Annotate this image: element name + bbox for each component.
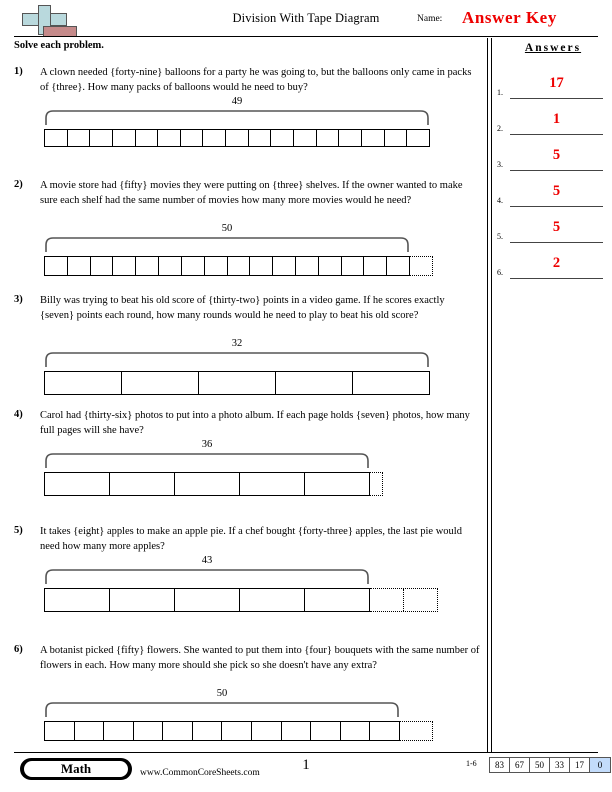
tape-cell[interactable] — [45, 130, 68, 146]
answer-number: 1. — [497, 88, 503, 97]
score-value: 67 — [510, 758, 530, 772]
tape-cell[interactable] — [91, 257, 114, 275]
problem-text: Billy was trying to beat his old score of {thirty-two} points in a video game. If he scores exactly {seven} points each round, how many rounds would he need to play to beat his old score? — [40, 295, 445, 321]
tape-cell[interactable] — [193, 722, 223, 740]
header-divider — [14, 36, 598, 37]
tape-cell[interactable] — [249, 130, 272, 146]
brace-icon — [44, 701, 400, 719]
brace-icon — [44, 568, 370, 586]
score-value: 33 — [550, 758, 570, 772]
answers-heading: Answers — [524, 42, 582, 54]
tape-cell[interactable] — [385, 130, 408, 146]
tape-cell[interactable] — [110, 589, 175, 611]
problem-number: 2) — [14, 179, 23, 190]
tape-cell[interactable] — [407, 130, 429, 146]
brace-icon — [44, 351, 430, 369]
tape-cell[interactable] — [181, 130, 204, 146]
answer-number: 6. — [497, 268, 503, 277]
tape-cell[interactable] — [305, 473, 369, 495]
tape-total-label: 50 — [221, 223, 233, 234]
answer-value: 5 — [552, 219, 561, 235]
tape-cell[interactable] — [122, 372, 199, 394]
tape-cell[interactable] — [158, 130, 181, 146]
score-range-label: 1-6 — [466, 759, 477, 768]
tape-cell[interactable] — [113, 130, 136, 146]
tape-cell[interactable] — [45, 473, 110, 495]
name-label: Name: — [417, 14, 443, 24]
problem-number: 5) — [14, 525, 23, 536]
problem-text: A botanist picked {fifty} flowers. She wanted to put them into {four} bouquets with the same number of flowers in each. How many more should she pick so she doesn't have any extra? — [40, 645, 480, 671]
tape-cell[interactable] — [136, 130, 159, 146]
tape-cell[interactable] — [45, 372, 122, 394]
tape-bar — [44, 588, 370, 612]
score-value: 50 — [530, 758, 550, 772]
score-value: 0 — [590, 758, 610, 772]
tape-remainder-cells — [370, 472, 383, 496]
tape-cell[interactable] — [370, 722, 399, 740]
tape-cell[interactable] — [104, 722, 134, 740]
answer-row — [497, 108, 605, 142]
answer-blank-line[interactable] — [510, 170, 603, 171]
tape-remainder-cell[interactable] — [370, 589, 404, 611]
tape-bar — [44, 371, 430, 395]
answer-value: 5 — [552, 147, 561, 163]
tape-cell[interactable] — [387, 257, 409, 275]
tape-cell[interactable] — [240, 473, 305, 495]
tape-cell[interactable] — [311, 722, 341, 740]
instructions: Solve each problem. — [14, 40, 104, 51]
tape-cell[interactable] — [203, 130, 226, 146]
tape-remainder-cell[interactable] — [400, 722, 432, 740]
tape-remainder-cell[interactable] — [370, 473, 382, 495]
tape-cell[interactable] — [75, 722, 105, 740]
problem-text: Carol had {thirty-six} photos to put into a photo album. If each page holds {seven} photos, how many full pages will she have? — [40, 410, 470, 436]
tape-remainder-cells — [410, 256, 433, 276]
tape-cell[interactable] — [159, 257, 182, 275]
problem-number: 4) — [14, 409, 23, 420]
tape-cell[interactable] — [250, 257, 273, 275]
tape-cell[interactable] — [282, 722, 312, 740]
problem-number: 6) — [14, 644, 23, 655]
answer-value: 5 — [552, 183, 561, 199]
tape-cell[interactable] — [68, 257, 91, 275]
answer-number: 3. — [497, 160, 503, 169]
answers-panel-divider-left — [487, 38, 488, 752]
tape-cell[interactable] — [90, 130, 113, 146]
tape-cell[interactable] — [362, 130, 385, 146]
tape-cell[interactable] — [276, 372, 353, 394]
tape-cell[interactable] — [273, 257, 296, 275]
tape-cell[interactable] — [296, 257, 319, 275]
tape-total-label: 49 — [231, 96, 243, 107]
tape-cell[interactable] — [110, 473, 175, 495]
answers-panel-divider-right — [491, 38, 492, 752]
tape-cell[interactable] — [226, 130, 249, 146]
tape-total-label: 50 — [216, 688, 228, 699]
answer-number: 4. — [497, 196, 503, 205]
answer-row — [497, 180, 605, 214]
tape-cell[interactable] — [364, 257, 387, 275]
tape-cell[interactable] — [45, 257, 68, 275]
tape-cell[interactable] — [222, 722, 252, 740]
tape-cell[interactable] — [45, 589, 110, 611]
tape-total-label: 36 — [201, 439, 213, 450]
answer-number: 5. — [497, 232, 503, 241]
tape-cell[interactable] — [339, 130, 362, 146]
tape-cell[interactable] — [45, 722, 75, 740]
tape-remainder-cells — [400, 721, 433, 741]
tape-bar — [44, 256, 410, 276]
tape-cell[interactable] — [68, 130, 91, 146]
tape-total-label: 32 — [231, 338, 243, 349]
tape-cell[interactable] — [182, 257, 205, 275]
tape-cell[interactable] — [113, 257, 136, 275]
tape-cell[interactable] — [205, 257, 228, 275]
tape-remainder-cell[interactable] — [404, 589, 437, 611]
problem-text: A movie store had {fifty} movies they were putting on {three} shelves. If the owner wanted to make sure each shelf had the same number of movies how many more movies would he need? — [40, 180, 463, 206]
tape-cell[interactable] — [342, 257, 365, 275]
tape-cell[interactable] — [319, 257, 342, 275]
score-value: 83 — [490, 758, 510, 772]
answer-blank-line[interactable] — [510, 278, 603, 279]
tape-cell[interactable] — [252, 722, 282, 740]
problem-text: It takes {eight} apples to make an apple pie. If a chef bought {forty-three} apples, the last pie would need how many more apples? — [40, 526, 462, 552]
tape-cell[interactable] — [199, 372, 276, 394]
tape-cell[interactable] — [163, 722, 193, 740]
answer-blank-line[interactable] — [510, 134, 603, 135]
tape-cell[interactable] — [136, 257, 159, 275]
answer-number: 2. — [497, 124, 503, 133]
brace-icon — [44, 452, 370, 470]
tape-cell[interactable] — [353, 372, 429, 394]
problem-number: 3) — [14, 294, 23, 305]
answer-blank-line[interactable] — [510, 242, 603, 243]
tape-cell[interactable] — [271, 130, 294, 146]
answer-row — [497, 216, 605, 250]
answer-row — [497, 252, 605, 286]
answer-value: 17 — [549, 75, 564, 91]
answer-blank-line[interactable] — [510, 206, 603, 207]
tape-bar — [44, 472, 370, 496]
tape-cell[interactable] — [240, 589, 305, 611]
problem-number: 1) — [14, 66, 23, 77]
tape-bar — [44, 129, 430, 147]
problem-text: A clown needed {forty-nine} balloons for a party he was going to, but the balloons only came in packs of {three}. How many packs of balloons would he need to buy? — [40, 67, 472, 93]
tape-total-label: 43 — [201, 555, 213, 566]
tape-cell[interactable] — [175, 589, 240, 611]
score-scale — [489, 757, 611, 773]
score-value: 17 — [570, 758, 590, 772]
page-header — [0, 0, 612, 40]
brace-icon — [44, 236, 410, 254]
tape-remainder-cell[interactable] — [410, 257, 432, 275]
tape-cell[interactable] — [317, 130, 340, 146]
page-number: 1 — [302, 757, 310, 773]
answer-row — [497, 72, 605, 106]
answer-value: 2 — [552, 255, 561, 271]
tape-cell[interactable] — [175, 473, 240, 495]
subject-badge-label: Math — [24, 761, 128, 777]
answer-value: 1 — [552, 111, 561, 127]
worksheet-title: Division With Tape Diagram — [232, 11, 380, 25]
site-url: www.CommonCoreSheets.com — [140, 768, 260, 778]
brace-icon — [44, 109, 430, 127]
footer-divider — [14, 752, 598, 753]
tape-cell[interactable] — [228, 257, 251, 275]
tape-remainder-cells — [370, 588, 438, 612]
answer-row — [497, 144, 605, 178]
tape-bar — [44, 721, 400, 741]
tape-cell[interactable] — [341, 722, 371, 740]
tape-cell[interactable] — [294, 130, 317, 146]
tape-cell[interactable] — [305, 589, 369, 611]
answer-key-stamp: Answer Key — [462, 8, 557, 27]
answer-blank-line[interactable] — [510, 98, 603, 99]
tape-cell[interactable] — [134, 722, 164, 740]
